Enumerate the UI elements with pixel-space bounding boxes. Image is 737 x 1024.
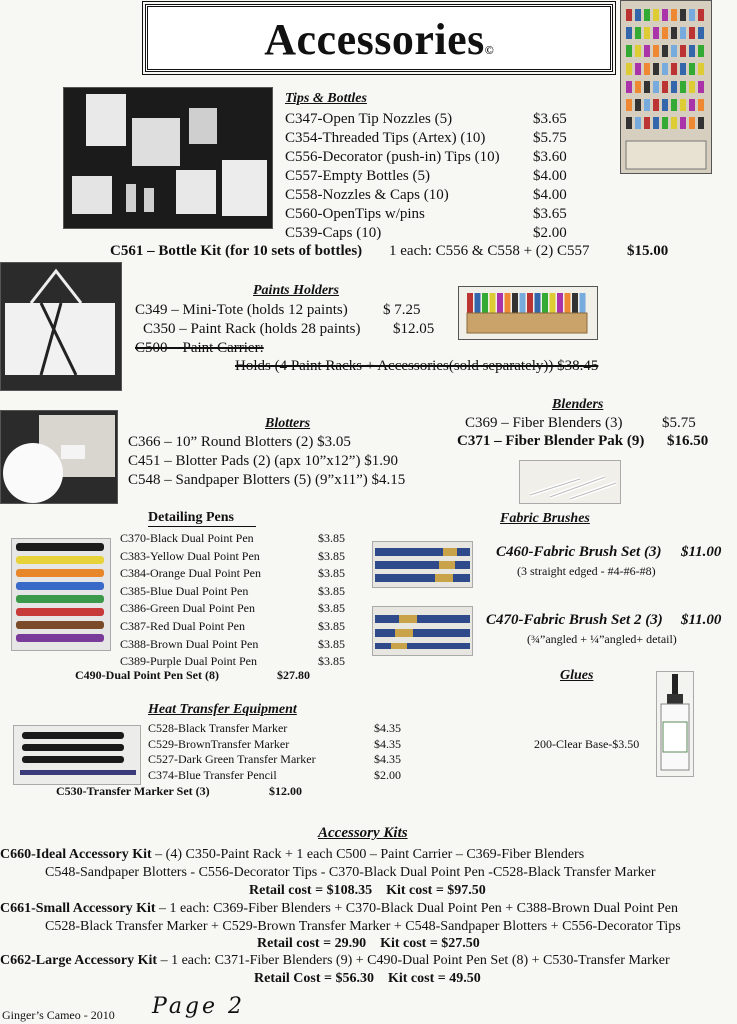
blotters-heading: Blotters: [265, 416, 311, 431]
kit-c661-line1: [0, 899, 678, 918]
glue-item: 200-Clear Base-$3.50: [534, 737, 640, 751]
pen-item-price: $3.85: [318, 531, 345, 545]
brush-set-1-name: C460-Fabric Brush Set (3): [496, 544, 662, 560]
kit-c661-cost: Retail cost = 29.90 Kit cost = $27.50: [257, 936, 480, 951]
bottle-shape: [482, 293, 488, 315]
fabric-brushes-heading: Fabric Brushes: [500, 511, 590, 526]
bottle-shape: [467, 293, 473, 315]
detailing-pens-heading: Detailing Pens: [148, 510, 256, 527]
bottle-shape: [653, 99, 659, 111]
pen-shape: [16, 634, 104, 642]
paint-rack-price: $12.05: [393, 321, 435, 337]
bottle-shape: [680, 27, 686, 39]
kit-c660-line1: [0, 845, 584, 864]
kit-c661-contents: – 1 each: C369-Fiber Blenders + C370-Black Dual Point Pen + C388-Brown Dual Point Pen: [155, 901, 678, 916]
fiber-blenders-price: $5.75: [662, 415, 696, 431]
bottle-shape: [680, 99, 686, 111]
transfer-item-price: $4.35: [374, 752, 401, 766]
brush-set-2-name: C470-Fabric Brush Set 2 (3): [486, 612, 663, 628]
pen-item-price: $3.85: [318, 548, 345, 563]
kit-c660-cost: Retail cost = $108.35 Kit cost = $97.50: [249, 883, 486, 898]
footer-credit: Ginger’s Cameo - 2010: [2, 1008, 115, 1022]
bottle-kit-desc: 1 each: C556 & C558 + (2) C557: [389, 243, 590, 259]
bottle-shape: [635, 99, 641, 111]
kit-c662-name: C662-Large Accessory Kit: [0, 953, 158, 968]
bottle-shape: [662, 117, 668, 129]
bottle-shape: [635, 45, 641, 57]
pen-shape: [16, 569, 104, 577]
brush-set-2-photo: [372, 606, 473, 656]
bottle-shape: [626, 9, 632, 21]
kit-c660-line2: C548-Sandpaper Blotters - C556-Decorator Tips - C370-Black Dual Point Pen -C528-Black Transfer Marker: [45, 865, 656, 880]
kit-c660-contents: – (4) C350-Paint Rack + 1 each C500 – Paint Carrier – C369-Fiber Blenders: [151, 847, 585, 862]
brush-set-1-illustration: [373, 542, 472, 587]
paint-rack-illustration: [621, 1, 711, 173]
bottle-shape: [475, 293, 481, 315]
pen-item-name: C388-Brown Dual Point Pen: [120, 636, 259, 651]
bottle-shape: [662, 63, 668, 75]
kit-c661-name: C661-Small Accessory Kit: [0, 901, 156, 916]
brush-set-2-price: $11.00: [681, 612, 722, 628]
bottle-shape: [644, 27, 650, 39]
bottle-shape: [653, 45, 659, 57]
tips-item-price: $4.00: [533, 168, 567, 184]
pen-set-price: $27.80: [277, 668, 310, 682]
pen-item-price: $3.85: [318, 583, 345, 598]
kit-c662-line1: [0, 951, 670, 970]
bottle-shape: [698, 9, 704, 21]
pen-shape: [16, 582, 104, 590]
heat-transfer-heading: Heat Transfer Equipment: [148, 702, 297, 717]
bottle-shape: [542, 293, 548, 315]
paints-holders-heading: Paints Holders: [253, 283, 339, 298]
transfer-set-price: $12.00: [269, 784, 302, 798]
tips-item-name: C560-OpenTips w/pins: [285, 206, 425, 222]
bottle-shape: [527, 293, 533, 315]
tips-item-price: $5.75: [533, 130, 567, 146]
transfer-item-name: C529-BrownTransfer Marker: [148, 736, 290, 751]
copyright-mark: ©: [484, 43, 494, 57]
bottle-shape: [689, 63, 695, 75]
bottle-shape: [644, 99, 650, 111]
glue-bottle-illustration: [657, 672, 693, 776]
mini-tote-illustration: [1, 263, 121, 390]
bottle-shape: [680, 9, 686, 21]
pen-item-price: $3.85: [318, 636, 345, 651]
tips-bottles-heading: Tips & Bottles: [285, 91, 367, 106]
bottle-shape: [671, 9, 677, 21]
brush-set-1-desc: (3 straight edged - #4-#6-#8): [517, 564, 656, 578]
bottle-shape: [565, 293, 571, 315]
transfer-item-price: $2.00: [374, 767, 401, 782]
pen-shape: [16, 556, 104, 564]
bottle-shape: [671, 99, 677, 111]
bottle-shape: [644, 45, 650, 57]
bottle-shape: [550, 293, 556, 315]
transfer-markers-photo: [13, 725, 141, 785]
blenders-illustration: [520, 461, 620, 503]
bottle-shape: [626, 99, 632, 111]
pen-shape: [16, 621, 104, 629]
bottle-shape: [680, 81, 686, 93]
tips-item-price: $2.00: [533, 225, 567, 241]
bottle-shape: [698, 117, 704, 129]
bottle-shape: [680, 63, 686, 75]
tips-item-name: C539-Caps (10): [285, 225, 382, 241]
bottle-shape: [662, 45, 668, 57]
pen-item-price: $3.85: [318, 654, 345, 669]
pen-item-name: C387-Red Dual Point Pen: [120, 619, 245, 633]
brush-set-2-illustration: [373, 607, 472, 655]
brush-set-1-price: $11.00: [681, 544, 722, 560]
bottle-shape: [680, 117, 686, 129]
pen-shape: [16, 543, 104, 551]
bottle-shape: [635, 9, 641, 21]
pen-item-price: $3.85: [318, 619, 345, 633]
bottle-shape: [653, 27, 659, 39]
bottle-shape: [653, 9, 659, 21]
transfer-item-price: $4.35: [374, 736, 401, 751]
tips-item-price: $4.00: [533, 187, 567, 203]
bottle-shape: [671, 117, 677, 129]
bottle-shape: [689, 45, 695, 57]
bottle-shape: [671, 45, 677, 57]
kit-c662-contents: – 1 each: C371-Fiber Blenders (9) + C490-Dual Point Pen Set (8) + C530-Transfer Marker: [157, 953, 670, 968]
paint-carrier-item: C500 – Paint Carrier:: [135, 340, 264, 356]
bottle-shape: [698, 27, 704, 39]
bottle-shape: [698, 45, 704, 57]
transfer-markers-illustration: [14, 726, 140, 784]
pen-item-price: $3.85: [318, 601, 345, 616]
tips-item-price: $3.65: [533, 206, 567, 222]
bottle-shape: [572, 293, 578, 315]
glues-heading: Glues: [560, 668, 594, 683]
mini-tote-price: $ 7.25: [383, 302, 421, 318]
pen-shape: [16, 595, 104, 603]
bottle-shape: [505, 293, 511, 315]
bottle-shape: [626, 27, 632, 39]
tips-item-name: C347-Open Tip Nozzles (5): [285, 111, 453, 127]
bottle-shape: [644, 117, 650, 129]
bottle-shape: [580, 293, 586, 315]
bottle-shape: [689, 81, 695, 93]
bottle-shape: [680, 45, 686, 57]
blenders-heading: Blenders: [552, 397, 604, 412]
tips-item-price: $3.60: [533, 149, 567, 165]
blotter-item: C451 – Blotter Pads (2) (apx 10”x12”) $1.90: [128, 453, 398, 469]
bottle-shape: [626, 45, 632, 57]
pen-item-name: C389-Purple Dual Point Pen: [120, 654, 257, 669]
bottle-shape: [689, 117, 695, 129]
pen-shape: [16, 608, 104, 616]
paint-rack-item: C350 – Paint Rack (holds 28 paints): [143, 321, 361, 337]
bottle-shape: [635, 81, 641, 93]
tips-item-name: C558-Nozzles & Caps (10): [285, 187, 449, 203]
bottle-shape: [626, 63, 632, 75]
tips-item-price: $3.65: [533, 111, 567, 127]
bottle-shape: [644, 81, 650, 93]
brush-set-1-photo: [372, 541, 473, 588]
bottle-shape: [497, 293, 503, 315]
handwritten-page-number: Page 2: [152, 994, 246, 1019]
bottle-shape: [490, 293, 496, 315]
glue-bottle-photo: [656, 671, 694, 777]
fiber-blenders-item: C369 – Fiber Blenders (3): [465, 415, 623, 431]
transfer-item-price: $4.35: [374, 721, 401, 735]
bottle-shape: [689, 27, 695, 39]
paint-rack-photo: [620, 0, 712, 174]
fiber-blender-pak-price: $16.50: [667, 433, 709, 449]
bottle-shape: [698, 63, 704, 75]
pen-item-name: C384-Orange Dual Point Pen: [120, 566, 261, 581]
blenders-photo: [519, 460, 621, 504]
accessory-kits-heading: Accessory Kits: [318, 825, 408, 841]
bottle-shape: [512, 293, 518, 315]
bottle-shape: [689, 9, 695, 21]
transfer-set-name: C530-Transfer Marker Set (3): [56, 784, 210, 798]
bottle-shape: [635, 63, 641, 75]
pen-item-name: C383-Yellow Dual Point Pen: [120, 548, 260, 563]
blotter-item: C366 – 10” Round Blotters (2) $3.05: [128, 434, 351, 450]
bottle-shape: [626, 117, 632, 129]
paint-rack-product-photo: [458, 286, 598, 340]
mini-tote-item: C349 – Mini-Tote (holds 12 paints): [135, 302, 348, 318]
tips-bottles-illustration: [64, 88, 272, 228]
blotter-item: C548 – Sandpaper Blotters (5) (9”x11”) $4.15: [128, 472, 406, 488]
kit-c661-line2: C528-Black Transfer Marker + C529-Brown Transfer Marker + C548-Sandpaper Blotters + C556-Decorator Tips: [45, 919, 681, 934]
transfer-item-name: C374-Blue Transfer Pencil: [148, 767, 277, 782]
transfer-item-name: C528-Black Transfer Marker: [148, 721, 288, 735]
bottle-shape: [535, 293, 541, 315]
bottle-shape: [662, 27, 668, 39]
bottle-shape: [653, 63, 659, 75]
page-title-box: [145, 4, 613, 72]
bottle-shape: [698, 81, 704, 93]
bottle-shape: [689, 99, 695, 111]
tips-bottles-photo: [63, 87, 273, 229]
bottle-shape: [520, 293, 526, 315]
pen-set-name: C490-Dual Point Pen Set (8): [75, 668, 219, 682]
bottle-shape: [635, 117, 641, 129]
tips-item-name: C557-Empty Bottles (5): [285, 168, 430, 184]
bottle-shape: [653, 117, 659, 129]
kit-c660-name: C660-Ideal Accessory Kit: [0, 847, 152, 862]
bottle-shape: [635, 27, 641, 39]
bottle-shape: [671, 81, 677, 93]
pen-item-price: $3.85: [318, 566, 345, 581]
bottle-shape: [671, 27, 677, 39]
bottle-shape: [644, 9, 650, 21]
kit-c662-cost: Retail Cost = $56.30 Kit cost = 49.50: [254, 971, 481, 986]
paint-carrier-desc: Holds (4 Paint Racks + Accessories(sold separately)) $38.45: [235, 358, 599, 374]
detailing-pens-photo: [11, 538, 111, 651]
paint-rack-product-illustration: [459, 287, 597, 339]
bottle-shape: [698, 99, 704, 111]
bottle-shape: [662, 81, 668, 93]
brush-set-2-desc: (¾”angled + ¼”angled+ detail): [527, 632, 677, 646]
bottle-shape: [653, 81, 659, 93]
mini-tote-photo: [0, 262, 122, 391]
pen-item-name: C370-Black Dual Point Pen: [120, 531, 254, 545]
bottle-shape: [662, 99, 668, 111]
detailing-pens-illustration: [12, 539, 110, 650]
bottle-shape: [626, 81, 632, 93]
tips-item-name: C354-Threaded Tips (Artex) (10): [285, 130, 486, 146]
bottle-kit-name: C561 – Bottle Kit (for 10 sets of bottles): [110, 243, 363, 259]
blotters-photo: [0, 410, 118, 504]
bottle-shape: [662, 9, 668, 21]
pen-item-name: C385-Blue Dual Point Pen: [120, 583, 249, 598]
pen-item-name: C386-Green Dual Point Pen: [120, 601, 255, 616]
bottle-kit-price: $15.00: [627, 243, 669, 259]
transfer-item-name: C527-Dark Green Transfer Marker: [148, 752, 316, 766]
blotters-illustration: [1, 411, 117, 503]
bottle-shape: [644, 63, 650, 75]
bottle-shape: [671, 63, 677, 75]
bottle-shape: [557, 293, 563, 315]
tips-item-name: C556-Decorator (push-in) Tips (10): [285, 149, 500, 165]
fiber-blender-pak-item: C371 – Fiber Blender Pak (9): [457, 433, 645, 449]
page-title: Accessories: [264, 15, 485, 64]
